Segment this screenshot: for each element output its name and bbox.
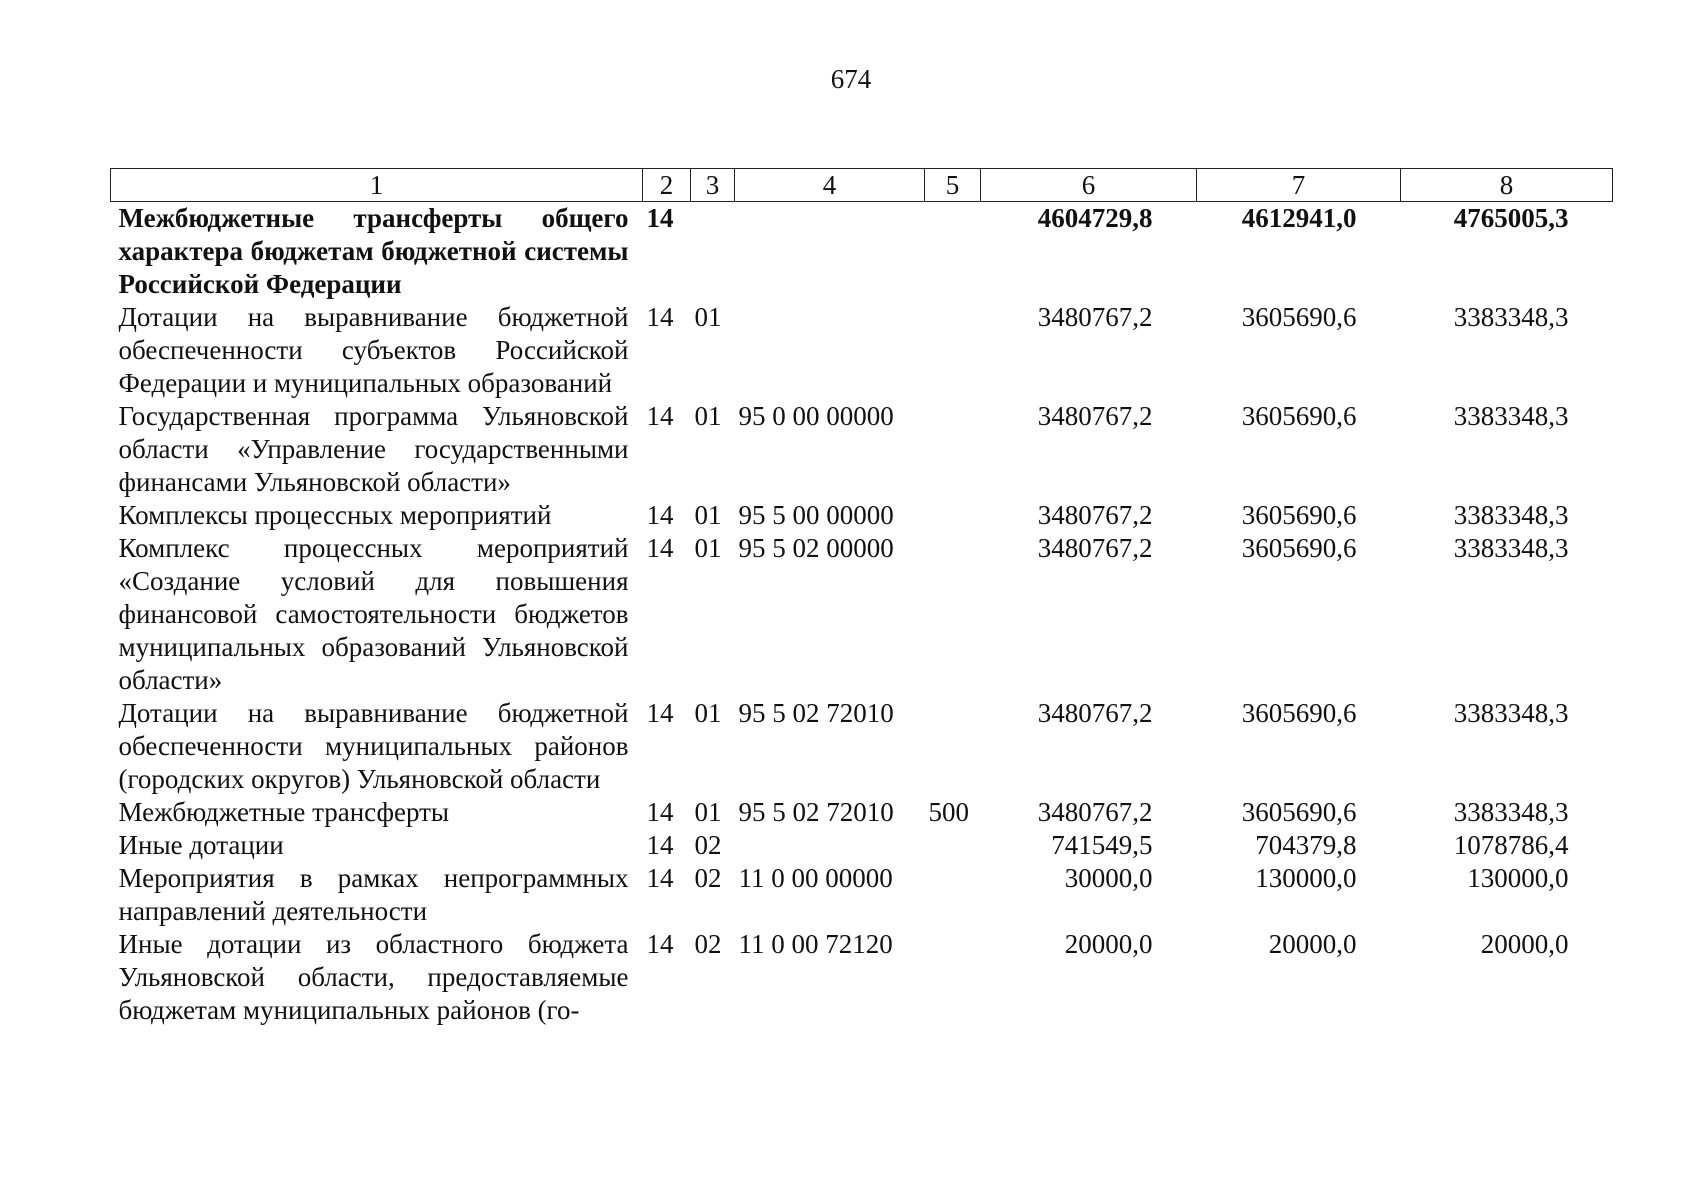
table-row [111,400,1613,499]
header-row [111,169,1613,202]
amount-col6-cell: 3480767,2 [1037,797,1153,827]
amount-col8-cell: 3383348,3 [1453,500,1569,530]
table-row [111,829,1613,862]
header-cell: 8 [1401,169,1613,202]
subsection-code-cell: 01 [694,797,722,827]
expense-type-cell [925,202,981,302]
expense-type-cell [925,499,981,532]
page-number: 674 [830,64,872,94]
table-row [111,862,1613,928]
header-cell: 1 [111,169,643,202]
row-name-cell: Дотации на выравнивание бюджетной обеспеченности муниципальных районов (городских округов) Ульяновской области [118,698,629,794]
target-article-cell [735,202,925,302]
section-code-cell: 14 [646,533,674,563]
subsection-code-cell: 02 [694,830,722,860]
amount-col7-cell: 3605690,6 [1241,302,1357,332]
table-row [111,499,1613,532]
amount-col7-cell: 3605690,6 [1241,698,1357,728]
table-row [111,532,1613,697]
target-article-cell [735,829,925,862]
subsection-code-cell: 01 [694,533,722,563]
subsection-code-cell: 01 [694,302,722,332]
expense-type-cell [925,697,981,796]
section-code-cell: 14 [646,929,674,959]
amount-col7-cell: 20000,0 [1268,929,1357,959]
amount-col8-cell: 1078786,4 [1453,830,1569,860]
amount-col7-cell: 4612941,0 [1241,203,1357,233]
table-row [111,928,1613,1027]
expense-type-cell [925,532,981,697]
amount-col7-cell: 3605690,6 [1241,533,1357,563]
row-name-cell: Иные дотации из областного бюджета Ульяновской области, предоставляемые бюджетам муниципальных районов (го- [118,929,629,1025]
header-cell: 7 [1197,169,1401,202]
subsection-code-cell: 02 [694,929,722,959]
amount-col7-cell: 3605690,6 [1241,797,1357,827]
row-name-cell: Межбюджетные трансферты общего характера бюджетам бюджетной системы Российской Федерации [118,203,629,299]
header-cell: 4 [735,169,925,202]
section-code-cell: 14 [646,863,674,893]
table-row [111,301,1613,400]
target-article-cell: 11 0 00 72120 [738,929,893,959]
target-article-cell: 11 0 00 00000 [738,863,893,893]
amount-col8-cell: 3383348,3 [1453,797,1569,827]
table-row [111,202,1613,302]
subsection-code-cell: 02 [694,863,722,893]
header-cell: 6 [981,169,1197,202]
row-name-cell: Комплекс процессных мероприятий «Создание условий для повышения финансовой самостоятельности бюджетов муниципальных образований Ульяновской области» [118,533,629,695]
amount-col6-cell: 3480767,2 [1037,533,1153,563]
table-body [111,202,1613,1028]
header-cell: 2 [643,169,691,202]
row-name-cell: Иные дотации [118,830,284,860]
amount-col8-cell: 3383348,3 [1453,698,1569,728]
amount-col8-cell: 3383348,3 [1453,533,1569,563]
amount-col8-cell: 130000,0 [1467,863,1569,893]
section-code-cell: 14 [646,500,674,530]
amount-col8-cell: 20000,0 [1480,929,1569,959]
amount-col7-cell: 704379,8 [1255,830,1357,860]
amount-col8-cell: 3383348,3 [1453,302,1569,332]
amount-col6-cell: 20000,0 [1064,929,1153,959]
expense-type-cell [925,829,981,862]
header-cell: 5 [925,169,981,202]
amount-col6-cell: 3480767,2 [1037,401,1153,431]
expense-type-cell [925,400,981,499]
section-code-cell: 14 [646,698,674,728]
row-name-cell: Дотации на выравнивание бюджетной обеспеченности субъектов Российской Федерации и муниципальных образований [118,302,629,398]
expense-type-cell [925,928,981,1027]
target-article-cell [735,301,925,400]
header-cell: 3 [691,169,735,202]
target-article-cell: 95 5 02 00000 [738,533,894,563]
target-article-cell: 95 5 02 72010 [738,797,894,827]
section-code-cell: 14 [646,401,674,431]
amount-col6-cell: 3480767,2 [1037,302,1153,332]
amount-col7-cell: 3605690,6 [1241,500,1357,530]
amount-col7-cell: 130000,0 [1255,863,1357,893]
amount-col6-cell: 741549,5 [1051,830,1153,860]
row-name-cell: Мероприятия в рамках непрограммных направлений деятельности [118,863,629,926]
amount-col6-cell: 3480767,2 [1037,698,1153,728]
row-name-cell: Государственная программа Ульяновской области «Управление государственными финансами Ульяновской области» [118,401,629,497]
section-code-cell: 14 [646,203,674,233]
section-code-cell: 14 [646,830,674,860]
amount-col6-cell: 4604729,8 [1037,203,1153,233]
section-code-cell: 14 [646,302,674,332]
target-article-cell: 95 0 00 00000 [738,401,894,431]
row-name-cell: Комплексы процессных мероприятий [118,500,552,530]
section-code-cell: 14 [646,797,674,827]
amount-col8-cell: 4765005,3 [1453,203,1569,233]
subsection-code-cell: 01 [694,401,722,431]
amount-col6-cell: 30000,0 [1064,863,1153,893]
subsection-code-cell: 01 [694,698,722,728]
subsection-code-cell: 01 [694,500,722,530]
table-row [111,796,1613,829]
expense-type-cell: 500 [928,797,969,827]
amount-col7-cell: 3605690,6 [1241,401,1357,431]
row-name-cell: Межбюджетные трансферты [118,797,450,827]
amount-col6-cell: 3480767,2 [1037,500,1153,530]
budget-table [110,168,1613,1027]
target-article-cell: 95 5 02 72010 [738,698,894,728]
expense-type-cell [925,862,981,928]
expense-type-cell [925,301,981,400]
table-row [111,697,1613,796]
amount-col8-cell: 3383348,3 [1453,401,1569,431]
subsection-code-cell [691,202,735,302]
target-article-cell: 95 5 00 00000 [738,500,894,530]
